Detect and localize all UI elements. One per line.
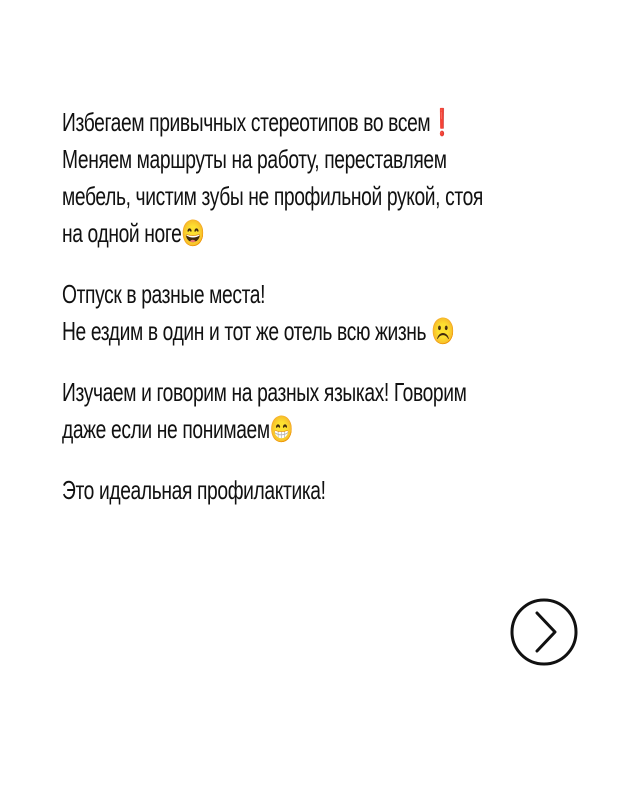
- paragraph-languages: [62, 374, 610, 448]
- paragraph-prevention: [62, 472, 610, 509]
- text-line: на одной ноге😄: [62, 218, 205, 248]
- next-slide-button[interactable]: [509, 597, 579, 667]
- text-line: Избегаем привычных стереотипов во всем❗: [62, 107, 454, 137]
- text-line: Это идеальная профилактика!: [62, 475, 326, 505]
- chevron-right-icon: [509, 597, 579, 667]
- text-line: даже если не понимаем😁: [62, 414, 294, 444]
- text-line: мебель, чистим зубы не профильной рукой, стоя: [62, 181, 483, 211]
- text-line: Меняем маршруты на работу, переставляем: [62, 144, 447, 174]
- paragraph-stereotypes: [62, 104, 610, 252]
- text-line: Изучаем и говорим на разных языках! Говорим: [62, 377, 467, 407]
- text-line: Отпуск в разные места!: [62, 279, 266, 309]
- text-line: Не ездим в один и тот же отель всю жизнь ☹️: [62, 316, 455, 346]
- paragraph-vacation: [62, 276, 610, 350]
- post-text: [62, 104, 610, 533]
